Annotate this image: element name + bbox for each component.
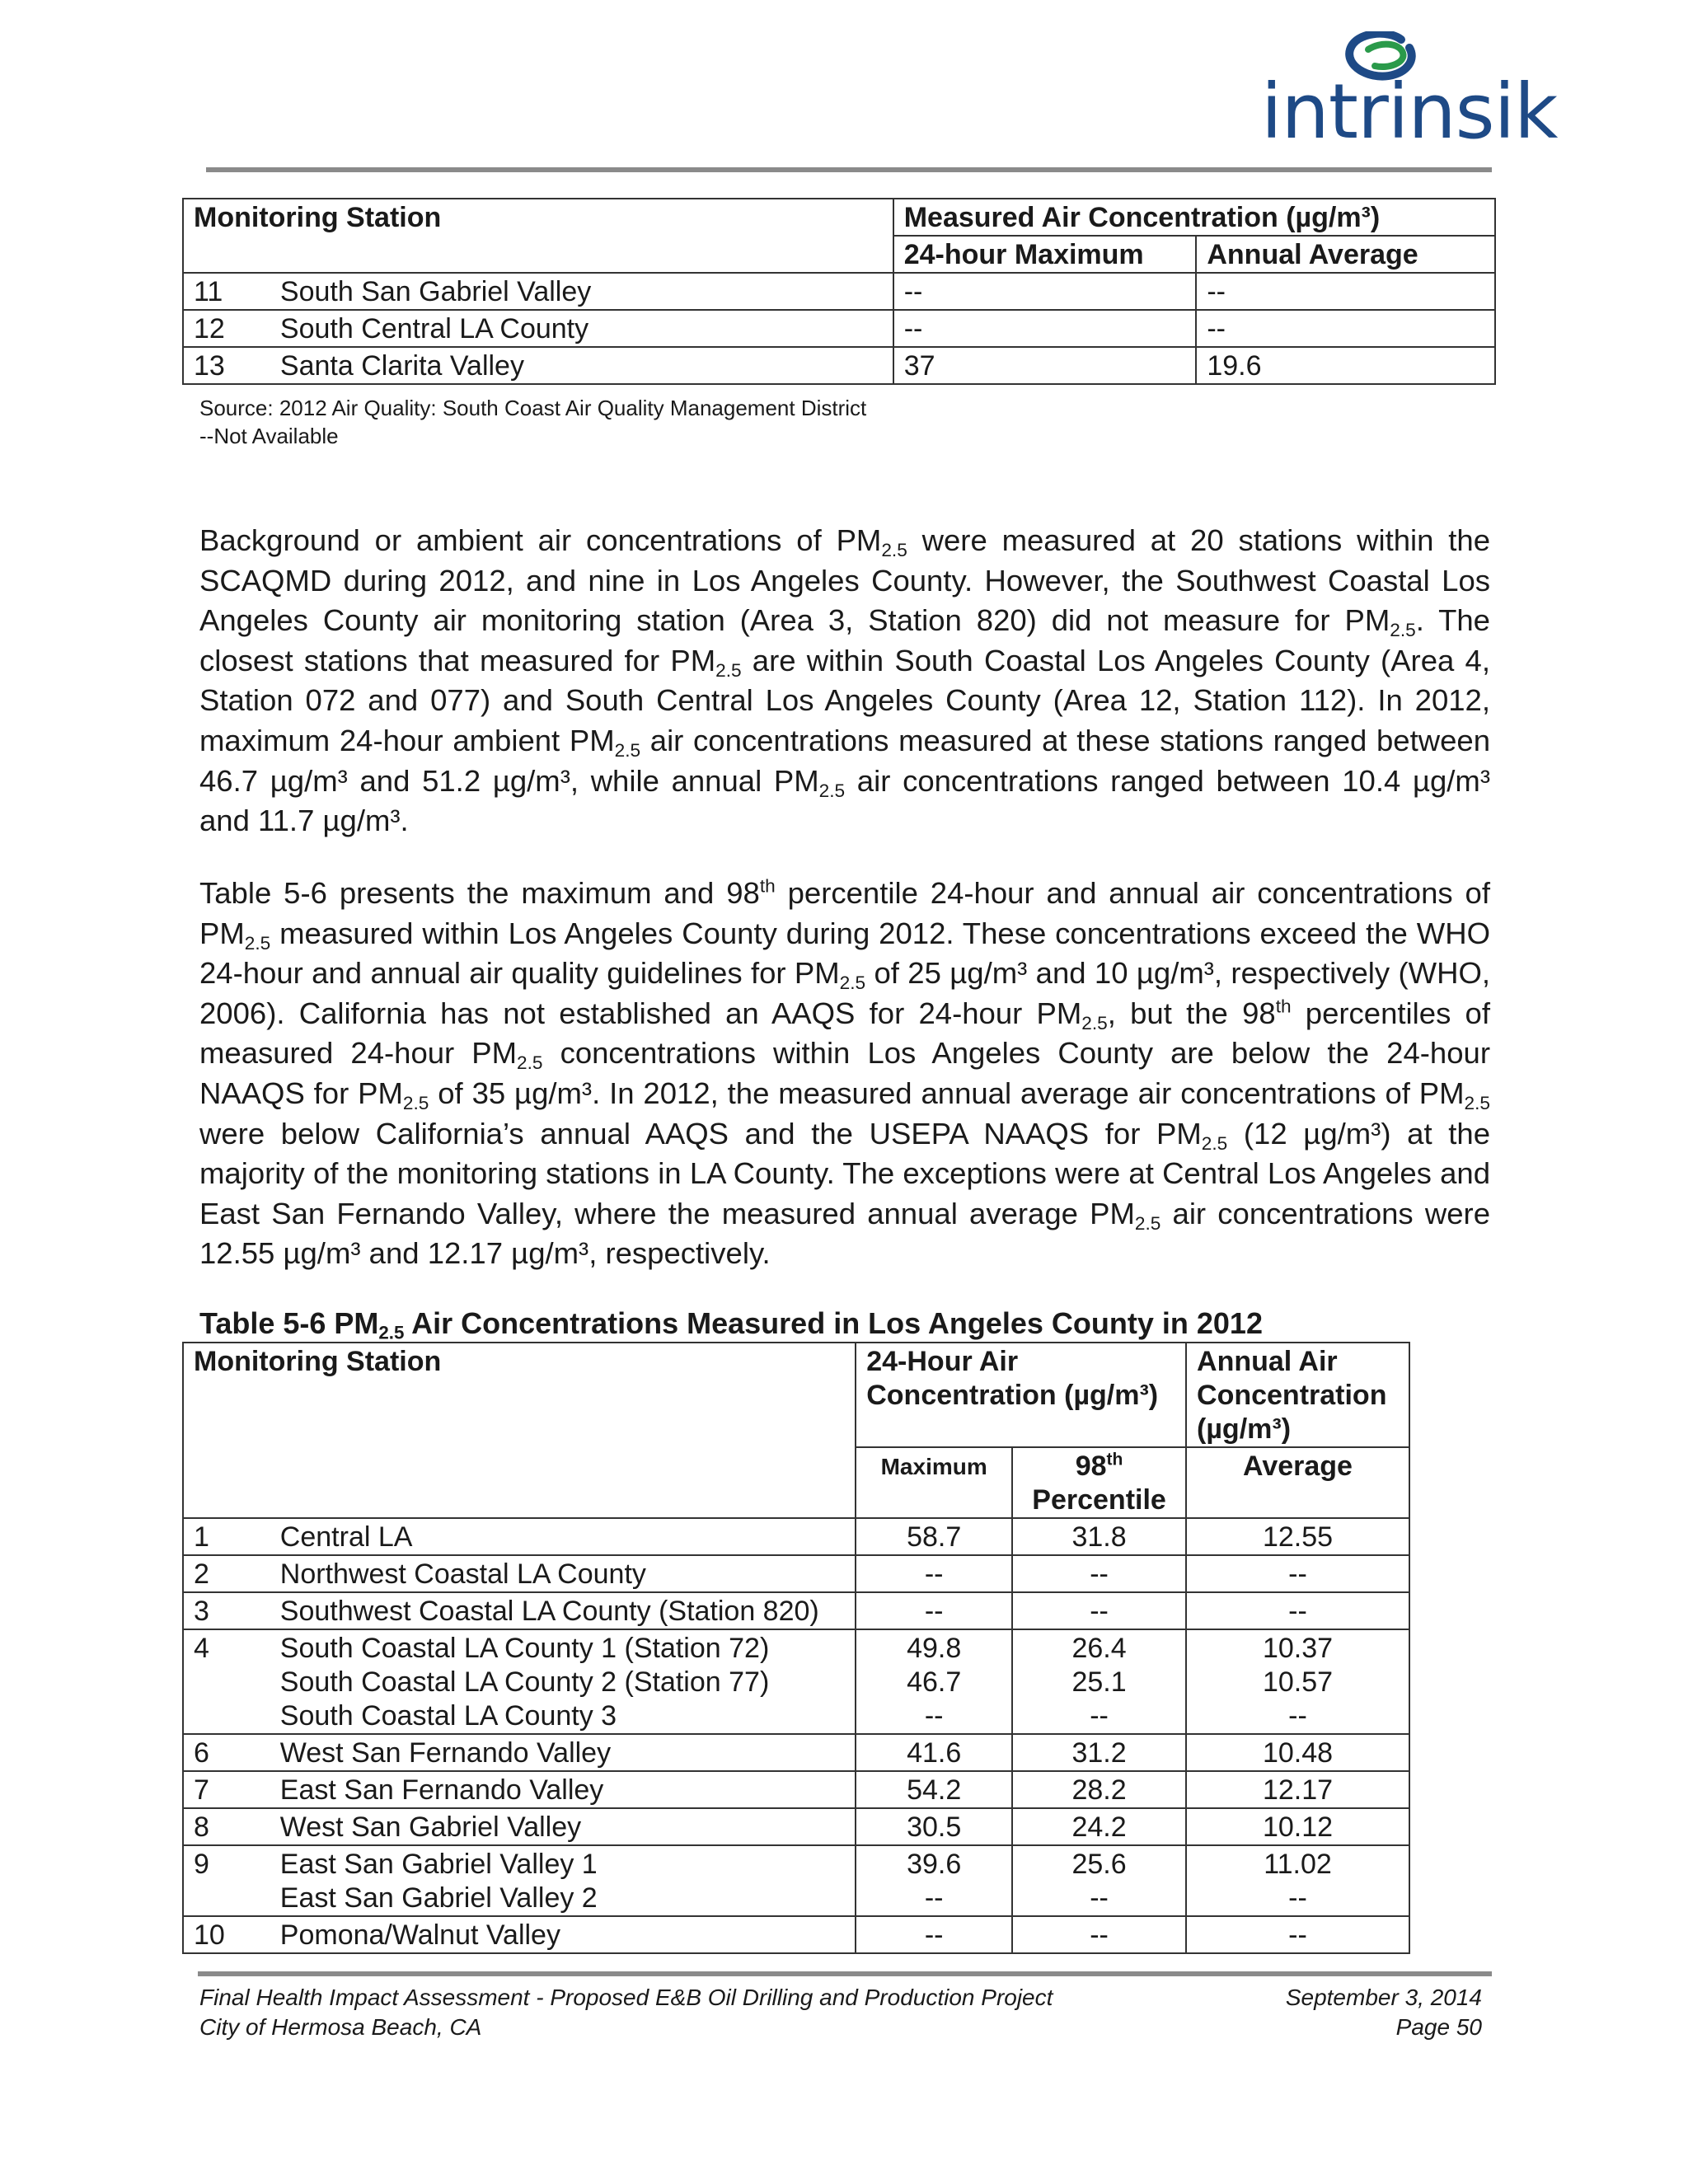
value-max-line: 30.5 (907, 1811, 962, 1843)
header-average: Average (1186, 1447, 1409, 1518)
value-avg-line: 10.37 (1262, 1633, 1334, 1664)
value-max-line: -- (924, 1919, 944, 1951)
value-98th-line: -- (1090, 1882, 1109, 1914)
value-98th (1012, 1629, 1186, 1734)
station-number: 9 (183, 1845, 280, 1916)
value-avg-line: -- (1288, 1558, 1307, 1590)
table-row (183, 1555, 1409, 1592)
value-max-line: 46.7 (907, 1666, 962, 1698)
station-name (280, 1771, 856, 1808)
table-row (183, 1734, 1409, 1771)
value-max: -- (893, 310, 1197, 347)
value-98th-line: -- (1090, 1558, 1109, 1590)
paragraph-table-5-6: Table 5-6 presents the maximum and 98th percentile 24-hour and annual air concentrations of $PM_{2.5}$ measured within Los Angeles County during 2012. These concentrations exceed the WHO 24-hour and annual air quality guidelines for $PM_{2.5}$ of 25 µg/m³ and 10 µg/m³, respectively (WHO, 2006). California has not established an AAQS for 24-hour $PM_{2.5}$, but the 98th percentiles of measured 24-hour $PM_{2.5}$ concentrations within Los Angeles County are below the 24-hour NAAQS for $PM_{2.5}$ of 35 µg/m³. In 2012, the measured annual average air concentrations of $PM_{2.5}$ were below California’s annual AAQS and the USEPA NAAQS for $PM_{2.5}$ (12 µg/m³) at the majority of the monitoring stations in LA County. The exceptions were at Central Los Angeles and East San Fernando Valley, where the measured annual average $PM_{2.5}$ air concentrations were 12.55 µg/m³ and 12.17 µg/m³, respectively. (199, 875, 1490, 1271)
header-measured-group: Measured Air Concentration (µg/m³) (893, 199, 1495, 236)
value-avg-line: -- (1288, 1700, 1307, 1732)
station-name (280, 1916, 856, 1953)
table-row (183, 310, 1495, 347)
station-number: 10 (183, 1916, 280, 1953)
value-98th-line: -- (1090, 1596, 1109, 1627)
value-max-line: -- (924, 1882, 944, 1914)
value-98th (1012, 1518, 1186, 1555)
station-name (280, 1555, 856, 1592)
table-pm25 (182, 1342, 1410, 1954)
source-note: Source: 2012 Air Quality: South Coast Air Quality Management District (199, 396, 867, 420)
station-number: 1 (183, 1518, 280, 1555)
station-number: 3 (183, 1592, 280, 1629)
paragraph-background: Background or ambient air concentrations of $PM_{2.5}$ were measured at 20 stations within the SCAQMD during 2012, and nine in Los Angeles County. However, the Southwest Coastal Los Angeles County air monitoring station (Area 3, Station 820) did not measure for $PM_{2.5}$. The closest stations that measured for $PM_{2.5}$ are within South Coastal Los Angeles County (Area 4, Station 072 and 077) and South Central Los Angeles County (Area 12, Station 112). In 2012, maximum 24-hour ambient $PM_{2.5}$ air concentrations measured at these stations ranged between 46.7 µg/m³ and 51.2 µg/m³, while annual $PM_{2.5}$ air concentrations ranged between 10.4 µg/m³ and 11.7 µg/m³. (199, 523, 1490, 838)
footer-title: Final Health Impact Assessment - Proposed E&B Oil Drilling and Production Project (199, 1985, 1053, 2010)
table1-notes (199, 394, 866, 450)
station-name-line: East San Gabriel Valley 1 (279, 1849, 598, 1880)
value-98th (1012, 1916, 1186, 1953)
footer-right (1286, 1983, 1482, 2042)
station-name (280, 1808, 856, 1845)
station-name-line: West San Gabriel Valley (279, 1811, 582, 1843)
value-max-line: 54.2 (907, 1774, 962, 1806)
station-name: Santa Clarita Valley (280, 347, 893, 384)
value-max-line: -- (924, 1596, 944, 1627)
value-98th-line: -- (1090, 1919, 1109, 1951)
value-avg (1186, 1555, 1409, 1592)
station-name-line: South Coastal LA County 2 (Station 77) (279, 1666, 770, 1698)
value-max (856, 1518, 1012, 1555)
value-98th (1012, 1555, 1186, 1592)
station-name-line: West San Fernando Valley (279, 1737, 612, 1769)
value-avg (1186, 1629, 1409, 1734)
value-avg-line: -- (1288, 1882, 1307, 1914)
value-avg: -- (1196, 273, 1495, 310)
table-pm10-continued (182, 198, 1496, 385)
value-max (856, 1734, 1012, 1771)
table-row (183, 1629, 1409, 1734)
station-number: 2 (183, 1555, 280, 1592)
station-number: 8 (183, 1808, 280, 1845)
value-max (856, 1592, 1012, 1629)
station-number: 4 (183, 1629, 280, 1734)
table-row (183, 1592, 1409, 1629)
value-avg-line: 11.02 (1264, 1849, 1332, 1880)
table-row (183, 1916, 1409, 1953)
value-98th (1012, 1808, 1186, 1845)
value-avg: 19.6 (1196, 347, 1495, 384)
value-max (856, 1845, 1012, 1916)
value-avg-line: 10.48 (1262, 1737, 1334, 1769)
value-max-line: 49.8 (907, 1633, 962, 1664)
table-row (183, 1518, 1409, 1555)
table-row (183, 1808, 1409, 1845)
value-max-line: 39.6 (907, 1849, 962, 1880)
station-name (280, 1629, 856, 1734)
value-avg-line: 12.55 (1262, 1521, 1334, 1553)
table-row (183, 1771, 1409, 1808)
value-avg (1186, 1845, 1409, 1916)
header-rule (206, 167, 1492, 172)
value-max (856, 1555, 1012, 1592)
footer-location: City of Hermosa Beach, CA (199, 2014, 482, 2040)
intrinsik-logo (1261, 31, 1558, 156)
station-name: South San Gabriel Valley (280, 273, 893, 310)
value-avg-line: -- (1288, 1919, 1307, 1951)
value-98th-line: 28.2 (1071, 1774, 1127, 1806)
value-max (856, 1771, 1012, 1808)
station-name-line: Northwest Coastal LA County (279, 1558, 646, 1590)
header-annual: Annual Air Concentration (µg/m³) (1186, 1343, 1409, 1447)
station-number: 12 (183, 310, 280, 347)
value-max (856, 1629, 1012, 1734)
header-station: Monitoring Station (183, 199, 893, 273)
value-max: 37 (893, 347, 1197, 384)
station-number: 11 (183, 273, 280, 310)
footer-rule (198, 1971, 1492, 1976)
header-station: Monitoring Station (183, 1343, 856, 1518)
value-max-line: -- (924, 1700, 944, 1732)
value-max-line: 58.7 (907, 1521, 962, 1553)
header-maximum: Maximum (856, 1447, 1012, 1518)
station-name (280, 1592, 856, 1629)
value-98th (1012, 1845, 1186, 1916)
value-avg: -- (1196, 310, 1495, 347)
station-name: South Central LA County (280, 310, 893, 347)
value-98th (1012, 1771, 1186, 1808)
value-max: -- (893, 273, 1197, 310)
value-98th-line: -- (1090, 1700, 1109, 1732)
table-row (183, 1845, 1409, 1916)
header-24hr: 24-Hour Air Concentration (µg/m³) (856, 1343, 1186, 1447)
station-name-line: Pomona/Walnut Valley (279, 1919, 560, 1951)
station-name (280, 1518, 856, 1555)
value-avg-line: -- (1288, 1596, 1307, 1627)
header-98th-percentile: 98th Percentile (1012, 1447, 1186, 1518)
value-max-line: 41.6 (907, 1737, 962, 1769)
value-98th (1012, 1592, 1186, 1629)
page-number: Page 50 (1395, 2014, 1482, 2040)
not-available-note: --Not Available (199, 424, 339, 448)
table-row (183, 347, 1495, 384)
station-name (280, 1734, 856, 1771)
value-max (856, 1916, 1012, 1953)
value-98th-line: 26.4 (1071, 1633, 1127, 1664)
header-annual-avg: Annual Average (1196, 236, 1495, 273)
station-name-line: East San Fernando Valley (279, 1774, 604, 1806)
table-caption: Table 5-6 $PM_{2.5}$ Air Concentrations Measured in Los Angeles County in 2012 (199, 1306, 1263, 1343)
value-98th-line: 31.2 (1071, 1737, 1127, 1769)
station-name (280, 1845, 856, 1916)
station-name-line: Southwest Coastal LA County (Station 820) (279, 1596, 819, 1627)
station-name-line: East San Gabriel Valley 2 (279, 1882, 598, 1914)
header-24hr-max: 24-hour Maximum (893, 236, 1197, 273)
footer-left (199, 1983, 1053, 2042)
value-98th-line: 31.8 (1071, 1521, 1127, 1553)
logo-wordmark: intrinsik (1261, 68, 1558, 156)
value-avg (1186, 1518, 1409, 1555)
value-98th (1012, 1734, 1186, 1771)
value-max-line: -- (924, 1558, 944, 1590)
station-number: 7 (183, 1771, 280, 1808)
station-number: 13 (183, 347, 280, 384)
value-98th-line: 25.1 (1071, 1666, 1127, 1698)
value-max (856, 1808, 1012, 1845)
station-number: 6 (183, 1734, 280, 1771)
value-avg-line: 12.17 (1262, 1774, 1334, 1806)
value-avg (1186, 1592, 1409, 1629)
value-avg-line: 10.12 (1262, 1811, 1334, 1843)
value-avg (1186, 1734, 1409, 1771)
value-avg (1186, 1771, 1409, 1808)
station-name-line: Central LA (279, 1521, 413, 1553)
station-name-line: South Coastal LA County 3 (279, 1700, 617, 1732)
value-avg (1186, 1916, 1409, 1953)
station-name-line: South Coastal LA County 1 (Station 72) (279, 1633, 770, 1664)
value-avg (1186, 1808, 1409, 1845)
table-row (183, 273, 1495, 310)
value-avg-line: 10.57 (1262, 1666, 1334, 1698)
footer-date: September 3, 2014 (1285, 1985, 1482, 2010)
value-98th-line: 25.6 (1071, 1849, 1127, 1880)
value-98th-line: 24.2 (1071, 1811, 1127, 1843)
